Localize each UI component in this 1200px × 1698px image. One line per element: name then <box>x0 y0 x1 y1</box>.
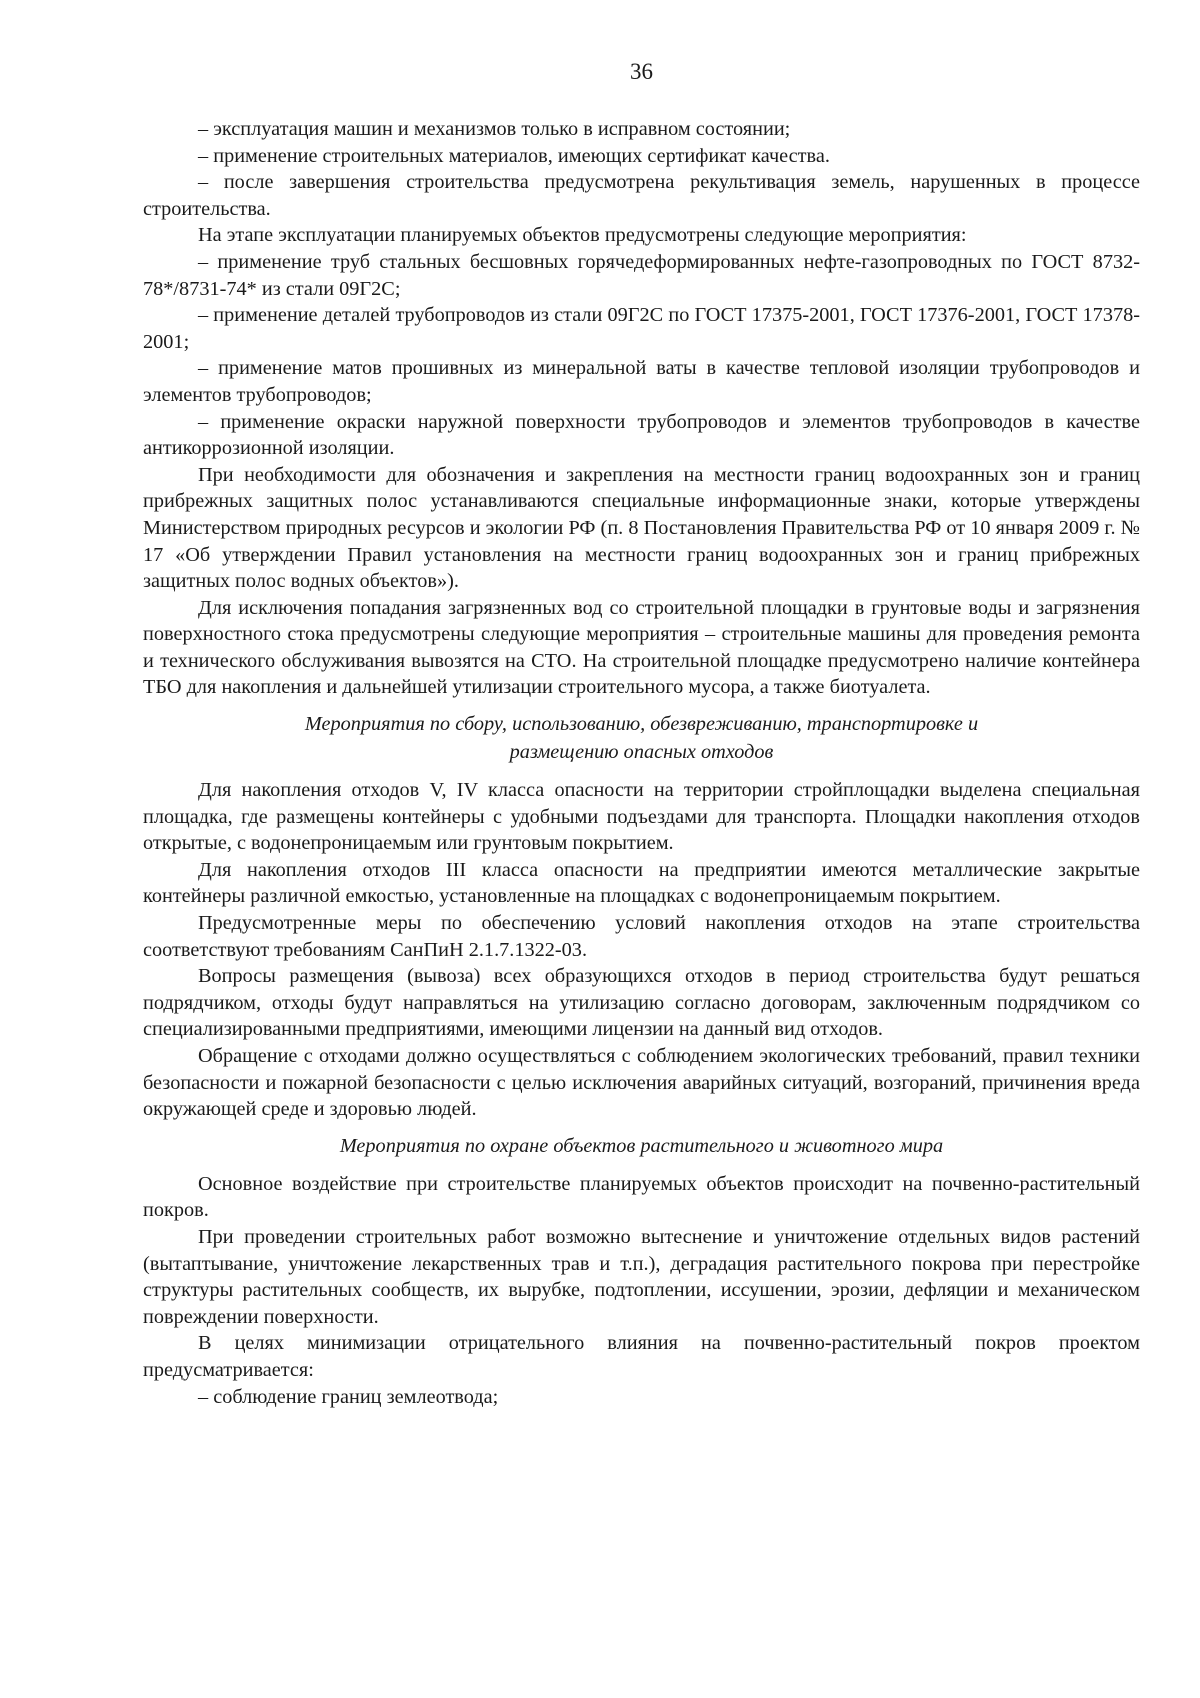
paragraph: Для исключения попадания загрязненных вод со строительной площадки в грунтовые воды и загрязнения поверхностного стока предусмотрены следующие мероприятия – строительные машины для проведения ремонта и технического обслуживания вывозятся на СТО. На строительной площадке предусмотрено наличие контейнера ТБО для накопления и дальнейшей утилизации строительного мусора, а также биотуалета. <box>143 596 1140 699</box>
paragraph: – применение окраски наружной поверхности трубопроводов и элементов трубопроводов в качестве антикоррозионной изоляции. <box>143 410 1140 460</box>
paragraph: – применение матов прошивных из минеральной ваты в качестве тепловой изоляции трубопроводов и элементов трубопроводов; <box>143 357 1140 406</box>
paragraph: – применение строительных материалов, имеющих сертификат качества. <box>198 144 830 167</box>
paragraph: Основное воздействие при строительстве планируемых объектов происходит на почвенно-растительный покров. <box>143 1172 1140 1222</box>
paragraph: Вопросы размещения (вывоза) всех образующихся отходов в период строительства будут решаться подрядчиком, отходы будут направляться на утилизацию согласно договорам, заключенным подрядчиком со специализированными предприятиями, имеющими лицензии на данный вид отходов. <box>143 965 1140 1041</box>
paragraph: Для накопления отходов V, IV класса опасности на территории стройплощадки выделена специальная площадка, где размещены контейнеры с удобными подъездами для транспорта. Площадки накопления отходов открытые, с водонепроницаемым или грунтовым покрытием. <box>143 779 1140 855</box>
paragraph: – соблюдение границ землеотвода; <box>198 1385 499 1408</box>
section-heading-waste <box>143 710 1140 766</box>
paragraph: В целях минимизации отрицательного влияния на почвенно-растительный покров проектом предусматривается: <box>143 1332 1140 1381</box>
paragraph: Обращение с отходами должно осуществляться с соблюдением экологических требований, правил техники безопасности и пожарной безопасности с целью исключения аварийных ситуаций, возгораний, причинения вреда окружающей среде и здоровью людей. <box>143 1045 1140 1121</box>
paragraph: Для накопления отходов III класса опасности на предприятии имеются металлические закрытые контейнеры различной емкостью, установленные на площадках с водонепроницаемым покрытием. <box>143 858 1140 908</box>
paragraph: – применение деталей трубопроводов из стали 09Г2С по ГОСТ 17375-2001, ГОСТ 17376-2001, ГОСТ 17378-2001; <box>143 304 1140 353</box>
paragraph: При проведении строительных работ возможно вытеснение и уничтожение отдельных видов растений (вытаптывание, уничтожение лекарственных трав и т.п.), деградация растительного покрова при перестройке структуры растительных сообществ, их вырубке, подтоплении, иссушении, эрозии, дефляции и механическом повреждении поверхности. <box>143 1225 1140 1328</box>
paragraph: Предусмотренные меры по обеспечению условий накопления отходов на этапе строительства соответствуют требованиям СанПиН 2.1.7.1322-03. <box>143 912 1140 961</box>
paragraph: При необходимости для обозначения и закрепления на местности границ водоохранных зон и границ прибрежных защитных полос устанавливаются специальные информационные знаки, которые утверждены Министерством природных ресурсов и экологии РФ (п. 8 Постановления Правительства РФ от 10 января 2009 г. № 17 «Об утверждении Правил установления на местности границ водоохранных зон и границ прибрежных защитных полос водных объектов»). <box>143 463 1140 593</box>
paragraph: На этапе эксплуатации планируемых объектов предусмотрены следующие мероприятия: <box>198 224 967 247</box>
document-body <box>143 116 1140 1410</box>
paragraph: – эксплуатация машин и механизмов только в исправном состоянии; <box>198 118 791 140</box>
paragraph: – применение труб стальных бесшовных горячедеформированных нефте-газопроводных по ГОСТ 8732-78*/8731-74* из стали 09Г2С; <box>143 250 1140 300</box>
heading-line: Мероприятия по сбору, использованию, обезвреживанию, транспортировке и <box>304 713 979 736</box>
heading-line: размещению опасных отходов <box>509 741 774 764</box>
section-heading-flora-fauna: Мероприятия по охране объектов растительного и животного мира <box>339 1134 944 1157</box>
paragraph: – после завершения строительства предусмотрена рекультивация земель, нарушенных в процессе строительства. <box>143 171 1140 220</box>
page-number: 36 <box>630 59 653 84</box>
